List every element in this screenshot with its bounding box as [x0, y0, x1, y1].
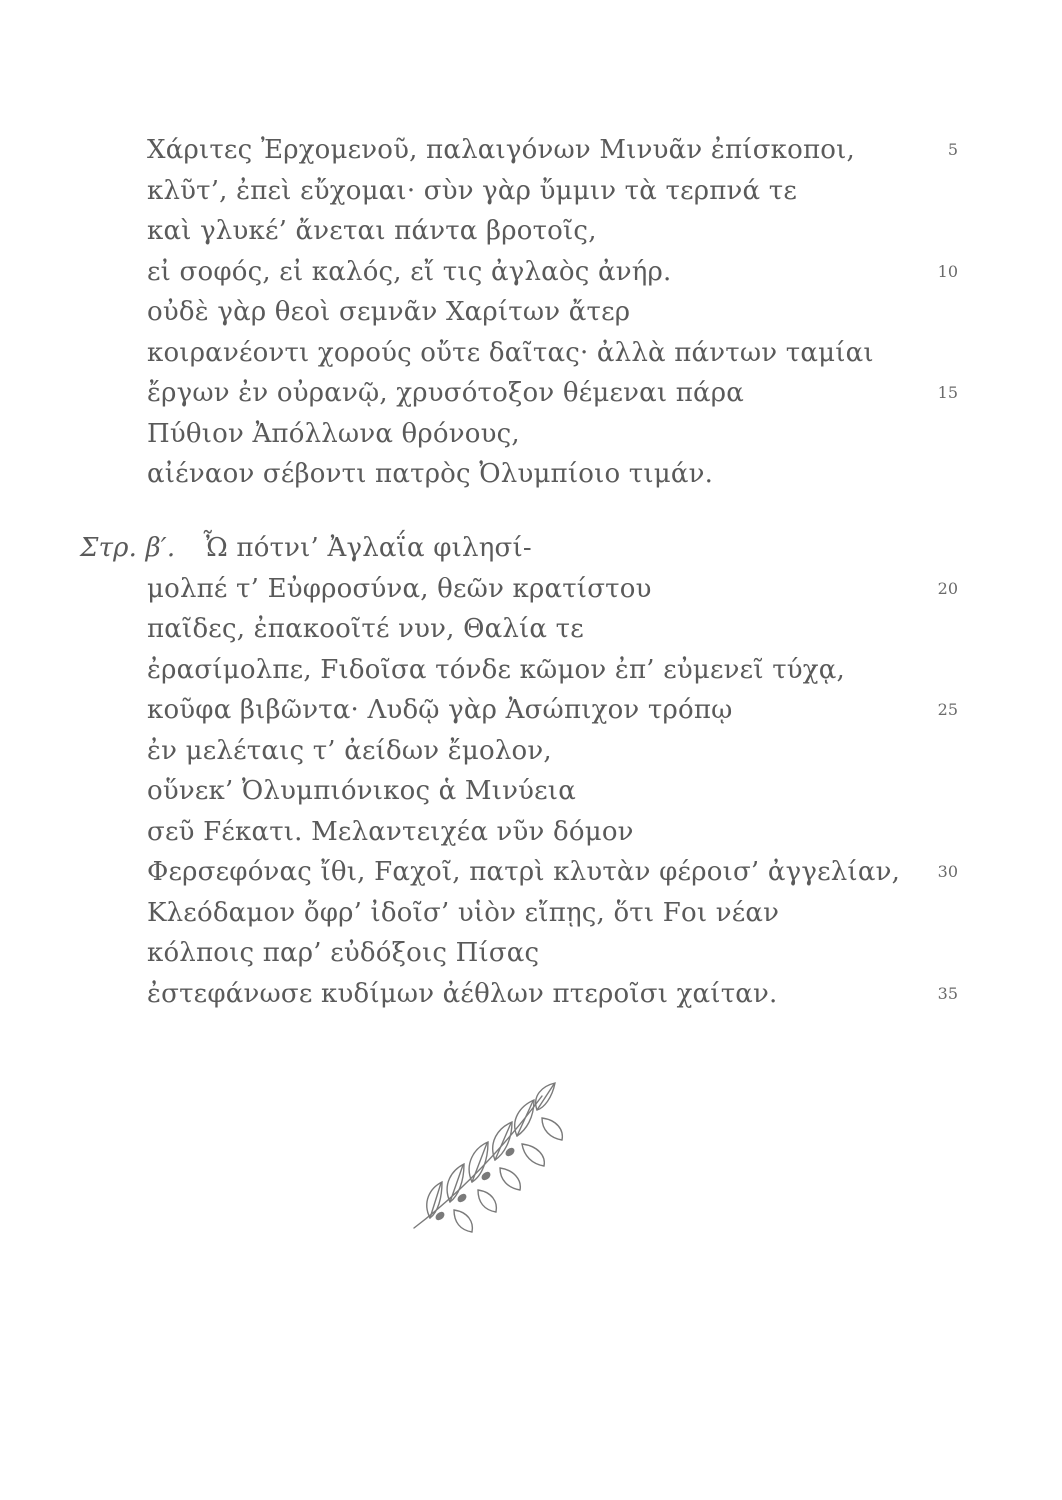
verse-line	[0, 609, 1062, 650]
verse-line	[0, 852, 1062, 893]
verse-text: κλῦτ’, ἐπεὶ εὔχομαι· σὺν γὰρ ὔμμιν τὰ τερπνά τε	[147, 175, 797, 206]
verse-line	[0, 171, 1062, 212]
line-number: 30	[937, 862, 958, 881]
verse-text: οὐδὲ γὰρ θεοὶ σεμνᾶν Χαρίτων ἄτερ	[147, 297, 631, 327]
verse-text: παῖδες, ἐπακοοῖτέ νυν, Θαλία τε	[147, 614, 584, 644]
verse-line	[0, 252, 1062, 293]
verse-text: αἰέναον σέβοντι πατρὸς Ὀλυμπίοιο τιμάν.	[147, 459, 714, 489]
verse-text: ἐστεφάνωσε κυδίμων ἀέθλων πτεροῖσι χαίταν.	[147, 978, 778, 1009]
verse-text: οὕνεκ’ Ὀλυμπιόνικος ἁ Μινύεια	[147, 776, 576, 806]
line-number: 20	[937, 578, 958, 598]
stanza-1	[0, 130, 1062, 495]
verse-text: σεῦ Fέκατι. Μελαντειχέα νῦν δόμον	[147, 816, 634, 847]
verse-text: κοιρανέοντι χορούς οὔτε δαῖτας· ἀλλὰ πάντων ταμίαι	[147, 337, 874, 368]
verse-line	[0, 731, 1062, 772]
verse-line	[0, 893, 1062, 934]
verse-text: Χάριτες Ἐρχομενοῦ, παλαιγόνων Μινυᾶν ἐπίσκοποι,	[147, 135, 855, 165]
verse-text: ἐν μελέταις τ’ ἀείδων ἔμολον,	[147, 735, 552, 766]
verse-line	[0, 771, 1062, 812]
verse-line	[0, 414, 1062, 455]
verse-line	[0, 292, 1062, 333]
verse-line	[0, 690, 1062, 731]
verse-line	[0, 933, 1062, 974]
verse-text: Κλεόδαμον ὄφρ’ ἰδοῖσ’ υἱὸν εἴπῃς, ὅτι Fοι νέαν	[147, 897, 780, 928]
verse-line	[0, 454, 1062, 495]
verse-line	[0, 211, 1062, 252]
verse-text: Πύθιον Ἀπόλλωνα θρόνους,	[147, 418, 520, 449]
verse-line	[0, 974, 1062, 1015]
verse-line	[0, 569, 1062, 610]
verse-text: μολπέ τ’ Εὐφροσύνα, θεῶν κρατίστου	[147, 573, 652, 604]
line-number: 35	[937, 983, 958, 1003]
strophe-first-line: Ὦ πότνι’ Ἀγλαΐα φιλησί-	[203, 533, 532, 563]
verse-line	[0, 528, 1062, 569]
verse-line	[0, 650, 1062, 691]
stanza-2	[0, 528, 1062, 1014]
olive-branch-icon	[392, 1078, 572, 1258]
verse-text: καὶ γλυκέ’ ἄνεται πάντα βροτοῖς,	[147, 216, 597, 246]
verse-line	[0, 812, 1062, 853]
line-number: 15	[937, 383, 958, 402]
verse-line	[0, 373, 1062, 414]
verse-text: κόλποις παρ’ εὐδόξοις Πίσας	[147, 938, 540, 968]
verse-text	[80, 528, 532, 569]
verse-text: Φερσεφόνας ἴθι, Fαχοῖ, πατρὶ κλυτὰν φέροισ’ ἀγγελίαν,	[147, 857, 901, 887]
verse-text: εἰ σοφός, εἰ καλός, εἴ τις ἀγλαὸς ἀνήρ.	[147, 256, 672, 287]
line-number: 25	[937, 700, 958, 719]
verse-line	[0, 130, 1062, 171]
verse-line	[0, 333, 1062, 374]
verse-text: ἐρασίμολπε, Fιδοῖσα τόνδε κῶμον ἐπ’ εὐμενεῖ τύχᾳ,	[147, 654, 845, 685]
strophe-label: Στρ. β′.	[80, 533, 176, 563]
verse-text: ἔργων ἐν οὐρανῷ, χρυσότοξον θέμεναι πάρα	[147, 378, 745, 408]
line-number: 10	[937, 261, 958, 281]
verse-text: κοῦφα βιβῶντα· Λυδῷ γὰρ Ἀσώπιχον τρόπῳ	[147, 695, 733, 725]
line-number: 5	[947, 140, 958, 159]
